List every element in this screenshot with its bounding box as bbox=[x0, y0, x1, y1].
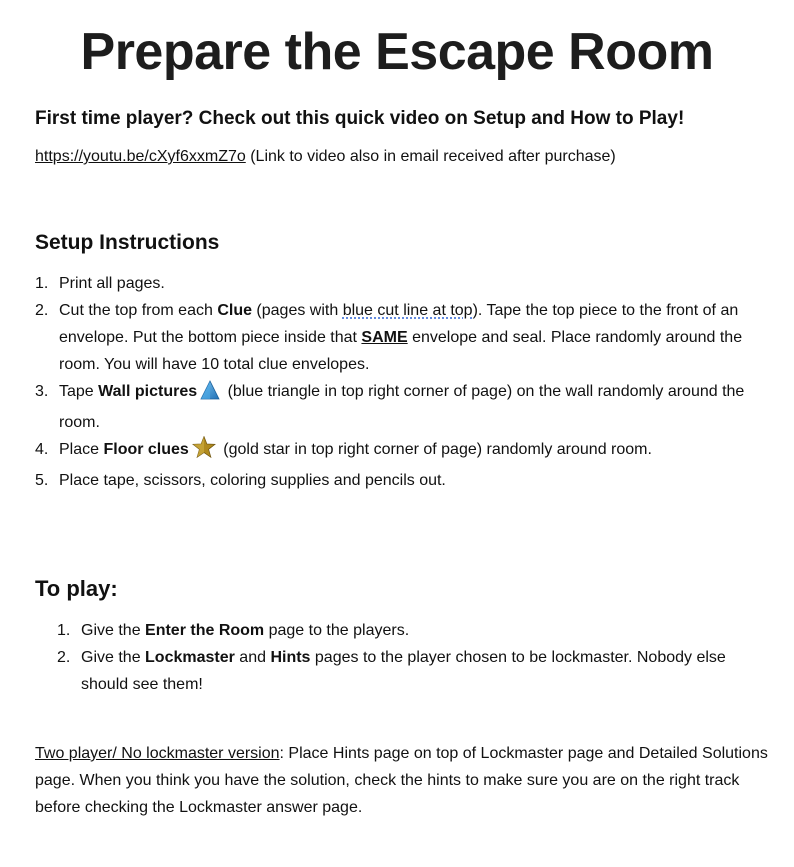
setup-instructions-heading: Setup Instructions bbox=[35, 231, 220, 254]
step-text: Place tape, scissors, coloring supplies and pencils out. bbox=[59, 472, 446, 489]
video-link-note: (Link to video also in email received after purchase) bbox=[245, 148, 616, 165]
setup-step-1 bbox=[35, 270, 780, 297]
wall-pictures-term: Wall pictures bbox=[98, 383, 198, 400]
setup-step-4 bbox=[35, 436, 780, 467]
step-text-end: page to the players. bbox=[264, 622, 410, 639]
step-text-end: pages to the player chosen to be lockmaster. Nobody else should see them! bbox=[81, 649, 726, 693]
two-player-note bbox=[35, 740, 775, 821]
two-player-text: : Place Hints page on top of Lockmaster page and Detailed Solutions page. When you think you have the solution, check the hints to make sure you are on the right track before checking the Lockmaster answer page. bbox=[35, 745, 768, 816]
step-number: 2. bbox=[35, 302, 49, 319]
video-link[interactable]: https://youtu.be/cXyf6xxmZ7o bbox=[35, 148, 246, 165]
step-number: 2. bbox=[57, 649, 71, 666]
step-text-end: (blue triangle in top right corner of page) on the wall randomly around the room. bbox=[59, 383, 745, 431]
step-number: 3. bbox=[35, 383, 49, 400]
hints-term: Hints bbox=[270, 649, 311, 666]
blue-cut-line-term: blue cut line at top bbox=[342, 302, 473, 319]
step-text-end: (gold star in top right corner of page) randomly around room. bbox=[218, 441, 652, 458]
video-link-line bbox=[35, 146, 616, 168]
setup-step-5 bbox=[35, 467, 780, 494]
step-text-start: Give the bbox=[81, 649, 146, 666]
two-player-lead: Two player/ No lockmaster version bbox=[35, 745, 280, 762]
step-text-start: Place bbox=[59, 441, 104, 458]
enter-the-room-term: Enter the Room bbox=[145, 622, 265, 639]
play-step-1 bbox=[57, 617, 777, 644]
step-text-start: Give the bbox=[81, 622, 146, 639]
video-prompt-subtitle: First time player? Check out this quick video on Setup and How to Play! bbox=[35, 108, 685, 129]
same-emphasis: SAME bbox=[361, 329, 408, 346]
clue-term: Clue bbox=[217, 302, 252, 319]
to-play-heading: To play: bbox=[35, 576, 118, 601]
step-text-middle: (pages with bbox=[251, 302, 343, 319]
play-steps-list bbox=[57, 617, 777, 698]
floor-clues-term: Floor clues bbox=[103, 441, 189, 458]
step-text-end: envelope and seal. Place randomly around the room. You will have 10 total clue envelopes. bbox=[59, 329, 743, 373]
setup-step-2 bbox=[35, 297, 780, 378]
step-text-middle-2: ). Tape the top piece to the front of an envelope. Put the bottom piece inside that bbox=[59, 302, 739, 346]
page-title: Prepare the Escape Room bbox=[80, 23, 714, 81]
lockmaster-term: Lockmaster bbox=[145, 649, 235, 666]
blue-triangle-icon bbox=[200, 380, 220, 409]
step-text-start: Tape bbox=[59, 383, 99, 400]
step-number: 5. bbox=[35, 472, 49, 489]
step-text: Print all pages. bbox=[59, 275, 165, 292]
step-number: 4. bbox=[35, 441, 49, 458]
step-text-start: Cut the top from each bbox=[59, 302, 218, 319]
setup-step-3 bbox=[35, 378, 780, 436]
step-text-middle: and bbox=[234, 649, 271, 666]
step-number: 1. bbox=[57, 622, 71, 639]
step-number: 1. bbox=[35, 275, 49, 292]
play-step-2 bbox=[57, 644, 777, 698]
setup-steps-list bbox=[35, 270, 780, 494]
gold-star-icon bbox=[192, 436, 216, 467]
